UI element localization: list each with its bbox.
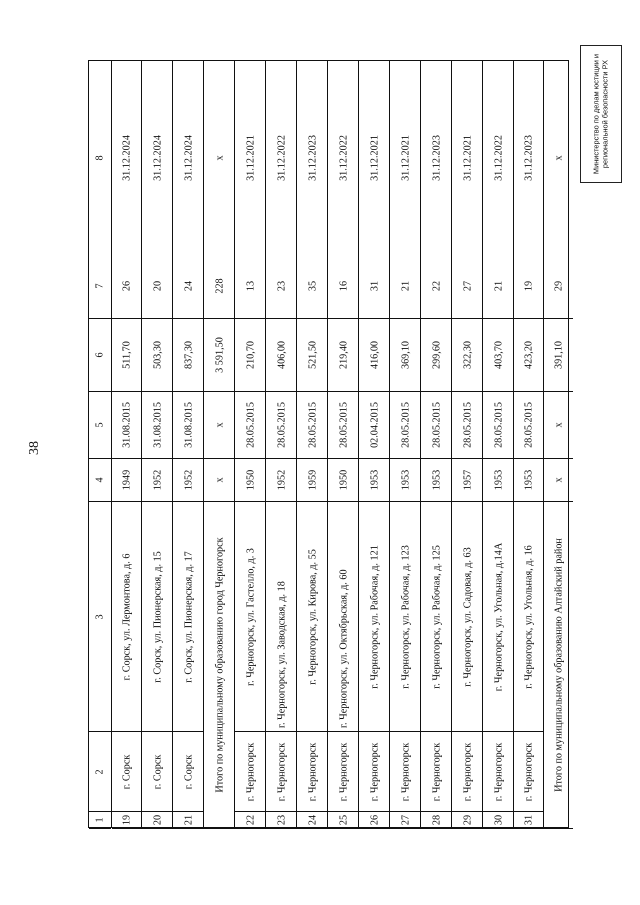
header-col-year [89, 459, 111, 502]
col-date [390, 392, 421, 459]
col-address-text: г. Черногорск, ул. Рабочая, д. 121 [369, 544, 380, 689]
col-deadline [359, 61, 390, 254]
col-people [514, 254, 544, 319]
col-number-text: 25 [338, 814, 349, 826]
col-settlement [297, 732, 328, 812]
col-date-text: 28.05.2015 [338, 402, 349, 448]
col-date [359, 392, 390, 459]
col-area [235, 319, 266, 392]
col-people-text: 16 [338, 280, 349, 292]
col-date [452, 392, 483, 459]
col-deadline [112, 61, 142, 254]
col-area [112, 319, 142, 392]
col-number-text: 22 [245, 814, 256, 826]
col-date-text: 02.04.2015 [369, 402, 380, 448]
col-settlement [328, 732, 359, 812]
header-col-date [89, 392, 111, 459]
col-deadline-text: 31.12.2021 [462, 134, 473, 181]
col-deadline [390, 61, 421, 254]
col-deadline [173, 61, 204, 254]
col-number [514, 812, 544, 829]
col-address-text: г. Черногорск, ул. Гастелло, д. 3 [245, 547, 256, 686]
col-deadline [514, 61, 544, 254]
total-col-year [544, 459, 573, 502]
total-col-date-text: х [553, 422, 564, 428]
total-col-year [204, 459, 235, 502]
col-settlement [421, 732, 452, 812]
col-number [328, 812, 359, 829]
total-label-cell [204, 502, 235, 829]
header-col-address [89, 502, 111, 732]
col-address [266, 502, 297, 732]
col-date [235, 392, 266, 459]
col-number [483, 812, 514, 829]
col-area [483, 319, 514, 392]
col-area-text: 322,30 [462, 340, 473, 370]
col-deadline [452, 61, 483, 254]
total-col-people-text: 29 [553, 280, 564, 292]
header-col-number [89, 812, 111, 829]
col-year [173, 459, 204, 502]
col-date [297, 392, 328, 459]
col-area-text: 369,10 [400, 340, 411, 370]
col-area-text: 837,30 [183, 340, 194, 370]
col-area-text: 219,40 [338, 340, 349, 370]
col-number-text: 29 [462, 814, 473, 826]
total-col-people-text: 228 [214, 278, 225, 294]
col-deadline-text: 31.12.2024 [121, 134, 133, 181]
col-number-text: 24 [307, 814, 318, 826]
col-year-text: 1952 [183, 469, 194, 491]
col-settlement [359, 732, 390, 812]
col-address [142, 502, 173, 732]
col-address-text: г. Черногорск, ул. Рабочая, д. 125 [431, 544, 442, 689]
total-col-date [544, 392, 573, 459]
col-address [359, 502, 390, 732]
header-col-area-text: 6 [94, 352, 106, 358]
total-col-people [204, 254, 235, 319]
col-area [452, 319, 483, 392]
col-number-text: 19 [121, 814, 133, 826]
col-date [483, 392, 514, 459]
col-year-text: 1952 [276, 469, 287, 491]
total-col-deadline [544, 61, 573, 254]
col-date-text: 31.08.2015 [183, 402, 194, 448]
stamp-text: Министерство по делам юстиции и региональной безопасности РХ [591, 53, 609, 175]
col-deadline [142, 61, 173, 254]
col-number-text: 30 [493, 814, 504, 826]
col-people-text: 20 [152, 280, 163, 292]
col-number-text: 21 [183, 814, 194, 826]
col-deadline [421, 61, 452, 254]
col-address [235, 502, 266, 732]
col-year-text: 1957 [462, 469, 473, 491]
col-deadline [328, 61, 359, 254]
col-deadline [235, 61, 266, 254]
col-year-text: 1950 [245, 469, 256, 491]
col-number [266, 812, 297, 829]
col-people-text: 24 [183, 280, 194, 292]
col-number [390, 812, 421, 829]
header-col-deadline [89, 61, 111, 254]
col-deadline-text: 31.12.2023 [307, 134, 318, 181]
col-number [112, 812, 142, 829]
col-number-text: 27 [400, 814, 411, 826]
col-address [514, 502, 544, 732]
header-col-number-text: 1 [94, 817, 106, 823]
col-people [173, 254, 204, 319]
col-settlement [266, 732, 297, 812]
col-settlement [112, 732, 142, 812]
col-year [421, 459, 452, 502]
col-settlement [390, 732, 421, 812]
total-col-deadline [204, 61, 235, 254]
col-settlement-text: г. Черногорск [245, 742, 256, 801]
col-people [483, 254, 514, 319]
col-deadline-text: 31.12.2021 [245, 134, 256, 181]
col-area-text: 299,60 [431, 340, 442, 370]
col-date-text: 28.05.2015 [276, 402, 287, 448]
col-settlement-text: г. Черногорск [431, 742, 442, 801]
col-date [266, 392, 297, 459]
col-deadline-text: 31.12.2022 [338, 134, 349, 181]
total-label-cell [544, 502, 573, 829]
col-settlement [514, 732, 544, 812]
col-people [421, 254, 452, 319]
col-area [142, 319, 173, 392]
col-year [266, 459, 297, 502]
col-year [359, 459, 390, 502]
col-deadline-text: 31.12.2022 [276, 134, 287, 181]
col-deadline [266, 61, 297, 254]
col-people-text: 21 [400, 280, 411, 292]
col-area-text: 416,00 [369, 340, 380, 370]
col-year-text: 1949 [121, 469, 133, 491]
col-year-text: 1950 [338, 469, 349, 491]
col-year [514, 459, 544, 502]
col-people [112, 254, 142, 319]
col-address [483, 502, 514, 732]
col-settlement-text: г. Черногорск [307, 742, 318, 801]
col-address-text: г. Сорск, ул. Лермонтова, д. 6 [121, 553, 133, 680]
col-date [421, 392, 452, 459]
col-people-text: 23 [276, 280, 287, 292]
col-year-text: 1952 [152, 469, 163, 491]
total-label: Итого по муниципальному образованию Алтайский район [553, 538, 564, 792]
col-people [142, 254, 173, 319]
col-number [297, 812, 328, 829]
col-address [421, 502, 452, 732]
total-col-deadline-text: х [553, 154, 564, 161]
col-address [173, 502, 204, 732]
col-year [297, 459, 328, 502]
col-settlement-text: г. Черногорск [523, 742, 535, 801]
col-year-text: 1953 [400, 469, 411, 491]
col-area-text: 511,70 [121, 341, 133, 369]
col-people [297, 254, 328, 319]
col-date [142, 392, 173, 459]
page-number: 38 [27, 441, 42, 455]
col-date-text: 28.05.2015 [462, 402, 473, 448]
header-col-deadline-text: 8 [94, 154, 106, 161]
col-area [266, 319, 297, 392]
col-date-text: 28.05.2015 [431, 402, 442, 448]
col-date-text: 31.08.2015 [121, 402, 133, 448]
col-settlement-text: г. Черногорск [400, 742, 411, 801]
total-col-date-text: х [214, 422, 225, 428]
col-number-text: 26 [369, 814, 380, 826]
col-number [452, 812, 483, 829]
col-address-text: г. Сорск, ул. Пионерская, д. 17 [183, 550, 194, 683]
col-year-text: 1953 [493, 469, 504, 491]
col-area-text: 210,70 [245, 340, 256, 370]
col-date-text: 28.05.2015 [493, 402, 504, 448]
col-settlement-text: г. Сорск [152, 754, 163, 789]
col-deadline-text: 31.12.2023 [523, 134, 535, 181]
col-deadline-text: 31.12.2024 [183, 134, 194, 181]
col-number-text: 23 [276, 814, 287, 826]
col-address-text: г. Черногорск, ул. Угольная, д. 16 [523, 544, 535, 689]
col-area [328, 319, 359, 392]
col-year-text: 1959 [307, 469, 318, 491]
col-date-text: 28.05.2015 [400, 402, 411, 448]
header-col-people [89, 254, 111, 319]
col-year [112, 459, 142, 502]
col-address-text: г. Черногорск, ул. Заводская, д. 18 [276, 580, 287, 728]
header-col-date-text: 5 [94, 422, 106, 428]
total-label: Итого по муниципальному образованию город Черногорск [214, 537, 225, 793]
total-col-area [544, 319, 573, 392]
header-col-address-text: 3 [94, 613, 106, 620]
col-area [421, 319, 452, 392]
col-date [514, 392, 544, 459]
col-year-text: 1953 [431, 469, 442, 491]
col-number [359, 812, 390, 829]
col-people-text: 27 [462, 280, 473, 292]
col-area [359, 319, 390, 392]
housing-table [88, 60, 569, 828]
col-settlement-text: г. Черногорск [493, 742, 504, 801]
col-deadline [297, 61, 328, 254]
col-number [173, 812, 204, 829]
total-col-year-text: х [214, 477, 225, 483]
col-area [297, 319, 328, 392]
total-col-year-text: х [553, 477, 564, 483]
col-address [112, 502, 142, 732]
col-area-text: 521,50 [307, 340, 318, 370]
col-people [328, 254, 359, 319]
col-settlement [452, 732, 483, 812]
col-date-text: 28.05.2015 [245, 402, 256, 448]
col-number-text: 20 [152, 814, 163, 826]
col-settlement [173, 732, 204, 812]
header-col-people-text: 7 [94, 283, 106, 289]
col-date-text: 28.05.2015 [307, 402, 318, 448]
col-year [328, 459, 359, 502]
col-year [452, 459, 483, 502]
col-deadline-text: 31.12.2021 [369, 134, 380, 181]
col-people [452, 254, 483, 319]
col-year-text: 1953 [523, 469, 535, 491]
header-col-settlement-text: 2 [94, 768, 106, 775]
col-area [514, 319, 544, 392]
header-col-area [89, 319, 111, 392]
col-area-text: 503,30 [152, 340, 163, 370]
col-address [328, 502, 359, 732]
col-address-text: г. Черногорск, ул. Угольная, д.14А [493, 542, 504, 691]
col-area-text: 403,70 [493, 340, 504, 370]
col-deadline-text: 31.12.2023 [431, 134, 442, 181]
col-address-text: г. Черногорск, ул. Садовая, д. 63 [462, 546, 473, 687]
total-col-area [204, 319, 235, 392]
col-settlement [483, 732, 514, 812]
total-col-people [544, 254, 573, 319]
col-people-text: 13 [245, 280, 256, 292]
total-col-date [204, 392, 235, 459]
total-col-area-text: 3 591,50 [214, 337, 225, 373]
col-year [390, 459, 421, 502]
header-col-year-text: 4 [94, 477, 106, 483]
registration-stamp [580, 45, 622, 183]
total-col-deadline-text: х [214, 154, 225, 161]
col-number [421, 812, 452, 829]
col-people-text: 35 [307, 280, 318, 292]
col-settlement-text: г. Сорск [183, 754, 194, 789]
col-area [173, 319, 204, 392]
col-settlement-text: г. Черногорск [338, 742, 349, 801]
col-address-text: г. Сорск, ул. Пионерская, д. 15 [152, 550, 163, 683]
total-col-area-text: 391,10 [553, 340, 564, 370]
col-settlement [235, 732, 266, 812]
col-settlement-text: г. Черногорск [369, 742, 380, 801]
header-col-settlement [89, 732, 111, 812]
col-area-text: 406,00 [276, 340, 287, 370]
col-people-text: 19 [523, 280, 535, 292]
col-area-text: 423,20 [523, 340, 535, 370]
col-year [235, 459, 266, 502]
col-number-text: 28 [431, 814, 442, 826]
col-date [328, 392, 359, 459]
col-date-text: 31.08.2015 [152, 402, 163, 448]
col-deadline-text: 31.12.2021 [400, 134, 411, 181]
col-people-text: 22 [431, 280, 442, 292]
col-date-text: 28.05.2015 [523, 402, 535, 448]
col-people-text: 21 [493, 280, 504, 292]
col-settlement-text: г. Сорск [121, 754, 133, 789]
col-address-text: г. Черногорск, ул. Рабочая, д. 123 [400, 544, 411, 689]
col-people [235, 254, 266, 319]
col-year [483, 459, 514, 502]
col-year-text: 1953 [369, 469, 380, 491]
col-date [112, 392, 142, 459]
col-address [390, 502, 421, 732]
col-settlement-text: г. Черногорск [462, 742, 473, 801]
col-date [173, 392, 204, 459]
col-people [266, 254, 297, 319]
col-address [297, 502, 328, 732]
col-settlement-text: г. Черногорск [276, 742, 287, 801]
col-address-text: г. Черногорск, ул. Кирова, д. 55 [307, 548, 318, 685]
col-deadline-text: 31.12.2024 [152, 134, 163, 181]
col-area [390, 319, 421, 392]
col-people-text: 31 [369, 280, 380, 292]
col-address-text: г. Черногорск, ул. Октябрьская, д. 60 [338, 568, 349, 728]
col-settlement [142, 732, 173, 812]
col-number [142, 812, 173, 829]
col-people [359, 254, 390, 319]
col-deadline [483, 61, 514, 254]
col-year [142, 459, 173, 502]
col-people-text: 26 [121, 280, 133, 292]
col-number [235, 812, 266, 829]
col-deadline-text: 31.12.2022 [493, 134, 504, 181]
col-number-text: 31 [523, 814, 535, 826]
col-address [452, 502, 483, 732]
col-people [390, 254, 421, 319]
